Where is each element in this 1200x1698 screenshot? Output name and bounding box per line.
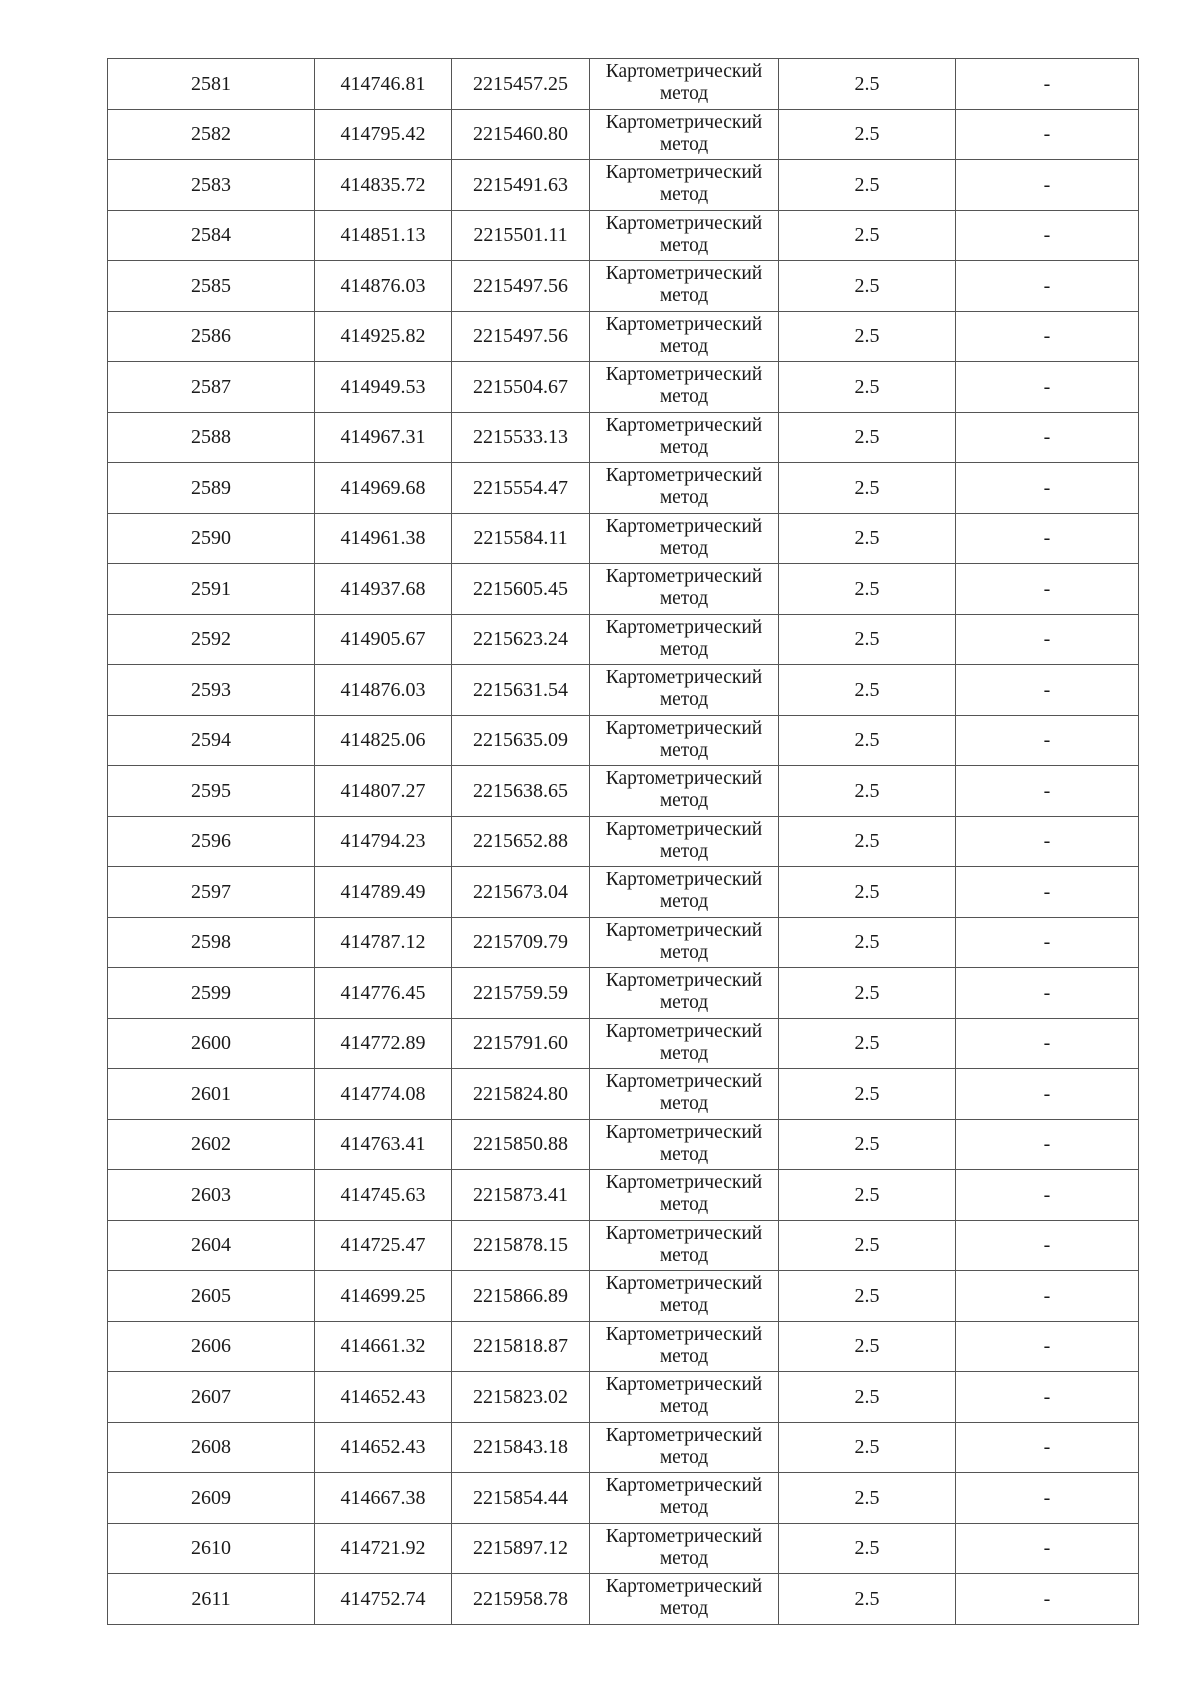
accuracy-cell: 2.5 [779, 412, 956, 463]
point-number-cell: 2596 [108, 816, 315, 867]
method-line1: Картометрический [605, 263, 763, 285]
accuracy-cell: 2.5 [779, 968, 956, 1019]
point-number-cell: 2598 [108, 917, 315, 968]
y-coordinate-cell: 2215497.56 [452, 311, 590, 362]
note-cell: - [956, 412, 1139, 463]
method-line2: метод [659, 992, 709, 1014]
point-number-cell: 2585 [108, 261, 315, 312]
accuracy-cell: 2.5 [779, 1523, 956, 1574]
method-line1: Картометрический [605, 1071, 763, 1093]
method-cell [590, 1372, 779, 1423]
y-coordinate-cell: 2215709.79 [452, 917, 590, 968]
method-line1: Картометрический [605, 1475, 763, 1497]
y-coordinate-cell: 2215504.67 [452, 362, 590, 413]
table-row [108, 513, 1139, 564]
table-row [108, 59, 1139, 110]
method-cell [590, 1473, 779, 1524]
note-cell: - [956, 210, 1139, 261]
table-row [108, 715, 1139, 766]
method-cell [590, 1321, 779, 1372]
x-coordinate-cell: 414774.08 [315, 1069, 452, 1120]
method-cell [590, 715, 779, 766]
y-coordinate-cell: 2215638.65 [452, 766, 590, 817]
method-cell [590, 210, 779, 261]
method-line1: Картометрический [605, 869, 763, 891]
note-cell: - [956, 1069, 1139, 1120]
method-line2: метод [659, 1244, 709, 1266]
point-number-cell: 2601 [108, 1069, 315, 1120]
table-row [108, 210, 1139, 261]
x-coordinate-cell: 414776.45 [315, 968, 452, 1019]
method-line1: Картометрический [605, 1525, 763, 1547]
method-line1: Картометрический [605, 818, 763, 840]
point-number-cell: 2607 [108, 1372, 315, 1423]
method-cell [590, 917, 779, 968]
point-number-cell: 2590 [108, 513, 315, 564]
table-row [108, 1170, 1139, 1221]
method-line2: метод [659, 285, 709, 307]
method-line1: Картометрический [605, 111, 763, 133]
point-number-cell: 2591 [108, 564, 315, 615]
table-row [108, 1321, 1139, 1372]
table-row [108, 1018, 1139, 1069]
method-cell [590, 1018, 779, 1069]
accuracy-cell: 2.5 [779, 1018, 956, 1069]
accuracy-cell: 2.5 [779, 463, 956, 514]
accuracy-cell: 2.5 [779, 917, 956, 968]
coordinates-table-body [108, 59, 1139, 1625]
method-line1: Картометрический [605, 162, 763, 184]
y-coordinate-cell: 2215791.60 [452, 1018, 590, 1069]
table-row [108, 160, 1139, 211]
y-coordinate-cell: 2215635.09 [452, 715, 590, 766]
point-number-cell: 2599 [108, 968, 315, 1019]
method-line1: Картометрический [605, 566, 763, 588]
note-cell: - [956, 1018, 1139, 1069]
method-line2: метод [659, 1345, 709, 1367]
x-coordinate-cell: 414937.68 [315, 564, 452, 615]
method-line2: метод [659, 537, 709, 559]
accuracy-cell: 2.5 [779, 1473, 956, 1524]
y-coordinate-cell: 2215854.44 [452, 1473, 590, 1524]
method-line2: метод [659, 941, 709, 963]
note-cell: - [956, 968, 1139, 1019]
x-coordinate-cell: 414949.53 [315, 362, 452, 413]
method-cell [590, 816, 779, 867]
method-line2: метод [659, 588, 709, 610]
accuracy-cell: 2.5 [779, 210, 956, 261]
method-line1: Картометрический [605, 1374, 763, 1396]
method-cell [590, 59, 779, 110]
method-line1: Картометрический [605, 515, 763, 537]
x-coordinate-cell: 414807.27 [315, 766, 452, 817]
method-cell [590, 1220, 779, 1271]
y-coordinate-cell: 2215818.87 [452, 1321, 590, 1372]
x-coordinate-cell: 414789.49 [315, 867, 452, 918]
method-line1: Картометрический [605, 212, 763, 234]
accuracy-cell: 2.5 [779, 311, 956, 362]
method-line1: Картометрический [605, 1273, 763, 1295]
y-coordinate-cell: 2215491.63 [452, 160, 590, 211]
method-cell [590, 1422, 779, 1473]
table-row [108, 412, 1139, 463]
method-cell [590, 1119, 779, 1170]
x-coordinate-cell: 414851.13 [315, 210, 452, 261]
accuracy-cell: 2.5 [779, 160, 956, 211]
y-coordinate-cell: 2215843.18 [452, 1422, 590, 1473]
method-cell [590, 160, 779, 211]
y-coordinate-cell: 2215533.13 [452, 412, 590, 463]
point-number-cell: 2609 [108, 1473, 315, 1524]
x-coordinate-cell: 414967.31 [315, 412, 452, 463]
note-cell: - [956, 715, 1139, 766]
point-number-cell: 2584 [108, 210, 315, 261]
point-number-cell: 2587 [108, 362, 315, 413]
method-line2: метод [659, 1547, 709, 1569]
y-coordinate-cell: 2215584.11 [452, 513, 590, 564]
point-number-cell: 2605 [108, 1271, 315, 1322]
accuracy-cell: 2.5 [779, 109, 956, 160]
note-cell: - [956, 1422, 1139, 1473]
method-line1: Картометрический [605, 465, 763, 487]
note-cell: - [956, 1523, 1139, 1574]
note-cell: - [956, 766, 1139, 817]
accuracy-cell: 2.5 [779, 1574, 956, 1625]
note-cell: - [956, 513, 1139, 564]
method-line2: метод [659, 184, 709, 206]
table-row [108, 564, 1139, 615]
method-line2: метод [659, 487, 709, 509]
x-coordinate-cell: 414835.72 [315, 160, 452, 211]
table-row [108, 109, 1139, 160]
method-line2: метод [659, 638, 709, 660]
point-number-cell: 2611 [108, 1574, 315, 1625]
y-coordinate-cell: 2215823.02 [452, 1372, 590, 1423]
y-coordinate-cell: 2215497.56 [452, 261, 590, 312]
table-row [108, 1372, 1139, 1423]
note-cell: - [956, 160, 1139, 211]
point-number-cell: 2593 [108, 665, 315, 716]
method-line1: Картометрический [605, 1222, 763, 1244]
method-line1: Картометрический [605, 919, 763, 941]
note-cell: - [956, 463, 1139, 514]
y-coordinate-cell: 2215605.45 [452, 564, 590, 615]
point-number-cell: 2610 [108, 1523, 315, 1574]
x-coordinate-cell: 414667.38 [315, 1473, 452, 1524]
method-line1: Картометрический [605, 1172, 763, 1194]
method-cell [590, 1574, 779, 1625]
table-row [108, 665, 1139, 716]
method-line2: метод [659, 1497, 709, 1519]
method-cell [590, 614, 779, 665]
method-line1: Картометрический [605, 61, 763, 83]
method-line1: Картометрический [605, 768, 763, 790]
point-number-cell: 2603 [108, 1170, 315, 1221]
note-cell: - [956, 1271, 1139, 1322]
y-coordinate-cell: 2215866.89 [452, 1271, 590, 1322]
y-coordinate-cell: 2215958.78 [452, 1574, 590, 1625]
method-line2: метод [659, 1396, 709, 1418]
method-line2: метод [659, 1042, 709, 1064]
accuracy-cell: 2.5 [779, 665, 956, 716]
point-number-cell: 2600 [108, 1018, 315, 1069]
method-cell [590, 1523, 779, 1574]
note-cell: - [956, 1574, 1139, 1625]
point-number-cell: 2582 [108, 109, 315, 160]
method-line2: метод [659, 335, 709, 357]
method-line2: метод [659, 234, 709, 256]
accuracy-cell: 2.5 [779, 1220, 956, 1271]
accuracy-cell: 2.5 [779, 867, 956, 918]
note-cell: - [956, 59, 1139, 110]
y-coordinate-cell: 2215631.54 [452, 665, 590, 716]
method-cell [590, 1069, 779, 1120]
note-cell: - [956, 109, 1139, 160]
accuracy-cell: 2.5 [779, 816, 956, 867]
table-row [108, 917, 1139, 968]
table-row [108, 261, 1139, 312]
method-line1: Картометрический [605, 364, 763, 386]
method-line2: метод [659, 1598, 709, 1620]
y-coordinate-cell: 2215457.25 [452, 59, 590, 110]
note-cell: - [956, 564, 1139, 615]
table-row [108, 766, 1139, 817]
y-coordinate-cell: 2215652.88 [452, 816, 590, 867]
method-cell [590, 564, 779, 615]
point-number-cell: 2606 [108, 1321, 315, 1372]
table-row [108, 968, 1139, 1019]
method-line1: Картометрический [605, 1424, 763, 1446]
method-line2: метод [659, 689, 709, 711]
x-coordinate-cell: 414925.82 [315, 311, 452, 362]
method-cell [590, 463, 779, 514]
accuracy-cell: 2.5 [779, 1119, 956, 1170]
point-number-cell: 2586 [108, 311, 315, 362]
note-cell: - [956, 1119, 1139, 1170]
table-row [108, 1220, 1139, 1271]
method-line1: Картометрический [605, 1121, 763, 1143]
method-line2: метод [659, 83, 709, 105]
table-row [108, 362, 1139, 413]
accuracy-cell: 2.5 [779, 1422, 956, 1473]
x-coordinate-cell: 414772.89 [315, 1018, 452, 1069]
accuracy-cell: 2.5 [779, 1321, 956, 1372]
method-line2: метод [659, 1093, 709, 1115]
point-number-cell: 2594 [108, 715, 315, 766]
accuracy-cell: 2.5 [779, 614, 956, 665]
table-row [108, 463, 1139, 514]
method-cell [590, 1170, 779, 1221]
x-coordinate-cell: 414825.06 [315, 715, 452, 766]
y-coordinate-cell: 2215824.80 [452, 1069, 590, 1120]
y-coordinate-cell: 2215878.15 [452, 1220, 590, 1271]
method-cell [590, 867, 779, 918]
note-cell: - [956, 1473, 1139, 1524]
point-number-cell: 2595 [108, 766, 315, 817]
table-row [108, 311, 1139, 362]
table-row [108, 1574, 1139, 1625]
coordinates-table [107, 58, 1139, 1625]
x-coordinate-cell: 414969.68 [315, 463, 452, 514]
method-line2: метод [659, 386, 709, 408]
note-cell: - [956, 816, 1139, 867]
y-coordinate-cell: 2215623.24 [452, 614, 590, 665]
method-line2: метод [659, 133, 709, 155]
point-number-cell: 2597 [108, 867, 315, 918]
accuracy-cell: 2.5 [779, 1170, 956, 1221]
point-number-cell: 2581 [108, 59, 315, 110]
accuracy-cell: 2.5 [779, 715, 956, 766]
note-cell: - [956, 614, 1139, 665]
y-coordinate-cell: 2215897.12 [452, 1523, 590, 1574]
method-cell [590, 311, 779, 362]
method-cell [590, 362, 779, 413]
method-line1: Картометрический [605, 970, 763, 992]
note-cell: - [956, 917, 1139, 968]
method-line2: метод [659, 1143, 709, 1165]
method-line1: Картометрический [605, 1020, 763, 1042]
method-cell [590, 261, 779, 312]
x-coordinate-cell: 414787.12 [315, 917, 452, 968]
method-line2: метод [659, 1295, 709, 1317]
x-coordinate-cell: 414745.63 [315, 1170, 452, 1221]
table-row [108, 1422, 1139, 1473]
method-cell [590, 766, 779, 817]
note-cell: - [956, 1372, 1139, 1423]
method-cell [590, 665, 779, 716]
table-row [108, 1119, 1139, 1170]
x-coordinate-cell: 414652.43 [315, 1372, 452, 1423]
x-coordinate-cell: 414763.41 [315, 1119, 452, 1170]
method-line2: метод [659, 739, 709, 761]
method-line1: Картометрический [605, 1576, 763, 1598]
x-coordinate-cell: 414699.25 [315, 1271, 452, 1322]
table-row [108, 614, 1139, 665]
x-coordinate-cell: 414795.42 [315, 109, 452, 160]
note-cell: - [956, 1220, 1139, 1271]
accuracy-cell: 2.5 [779, 1069, 956, 1120]
method-line2: метод [659, 436, 709, 458]
x-coordinate-cell: 414652.43 [315, 1422, 452, 1473]
y-coordinate-cell: 2215673.04 [452, 867, 590, 918]
method-line1: Картометрический [605, 414, 763, 436]
x-coordinate-cell: 414905.67 [315, 614, 452, 665]
table-row [108, 1069, 1139, 1120]
method-cell [590, 412, 779, 463]
point-number-cell: 2589 [108, 463, 315, 514]
table-row [108, 1473, 1139, 1524]
note-cell: - [956, 1321, 1139, 1372]
note-cell: - [956, 261, 1139, 312]
x-coordinate-cell: 414794.23 [315, 816, 452, 867]
method-cell [590, 513, 779, 564]
method-line2: метод [659, 1446, 709, 1468]
x-coordinate-cell: 414752.74 [315, 1574, 452, 1625]
point-number-cell: 2583 [108, 160, 315, 211]
accuracy-cell: 2.5 [779, 261, 956, 312]
note-cell: - [956, 1170, 1139, 1221]
accuracy-cell: 2.5 [779, 766, 956, 817]
note-cell: - [956, 867, 1139, 918]
y-coordinate-cell: 2215759.59 [452, 968, 590, 1019]
point-number-cell: 2608 [108, 1422, 315, 1473]
table-row [108, 1523, 1139, 1574]
x-coordinate-cell: 414661.32 [315, 1321, 452, 1372]
point-number-cell: 2588 [108, 412, 315, 463]
accuracy-cell: 2.5 [779, 564, 956, 615]
method-cell [590, 109, 779, 160]
x-coordinate-cell: 414876.03 [315, 665, 452, 716]
y-coordinate-cell: 2215460.80 [452, 109, 590, 160]
x-coordinate-cell: 414721.92 [315, 1523, 452, 1574]
method-cell [590, 968, 779, 1019]
x-coordinate-cell: 414961.38 [315, 513, 452, 564]
y-coordinate-cell: 2215850.88 [452, 1119, 590, 1170]
accuracy-cell: 2.5 [779, 513, 956, 564]
y-coordinate-cell: 2215554.47 [452, 463, 590, 514]
method-line1: Картометрический [605, 667, 763, 689]
accuracy-cell: 2.5 [779, 1372, 956, 1423]
accuracy-cell: 2.5 [779, 1271, 956, 1322]
method-line2: метод [659, 891, 709, 913]
point-number-cell: 2604 [108, 1220, 315, 1271]
method-line2: метод [659, 790, 709, 812]
y-coordinate-cell: 2215873.41 [452, 1170, 590, 1221]
table-row [108, 1271, 1139, 1322]
point-number-cell: 2592 [108, 614, 315, 665]
method-line1: Картометрический [605, 1323, 763, 1345]
table-row [108, 867, 1139, 918]
method-line1: Картометрический [605, 313, 763, 335]
accuracy-cell: 2.5 [779, 362, 956, 413]
note-cell: - [956, 665, 1139, 716]
y-coordinate-cell: 2215501.11 [452, 210, 590, 261]
note-cell: - [956, 311, 1139, 362]
x-coordinate-cell: 414725.47 [315, 1220, 452, 1271]
method-line1: Картометрический [605, 717, 763, 739]
x-coordinate-cell: 414746.81 [315, 59, 452, 110]
x-coordinate-cell: 414876.03 [315, 261, 452, 312]
method-cell [590, 1271, 779, 1322]
method-line2: метод [659, 840, 709, 862]
method-line1: Картометрический [605, 616, 763, 638]
accuracy-cell: 2.5 [779, 59, 956, 110]
method-line2: метод [659, 1194, 709, 1216]
table-row [108, 816, 1139, 867]
note-cell: - [956, 362, 1139, 413]
point-number-cell: 2602 [108, 1119, 315, 1170]
